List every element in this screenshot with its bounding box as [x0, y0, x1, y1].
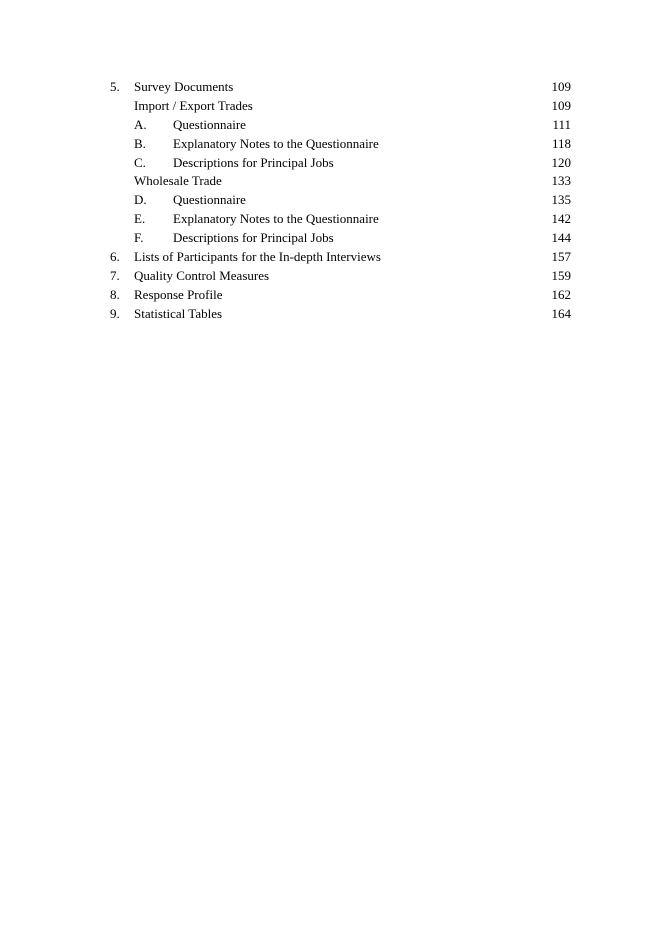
- toc-subentry-letter: E.: [134, 211, 146, 227]
- toc-subentry-c[interactable]: [110, 154, 572, 173]
- toc-subentry-letter: B.: [134, 135, 146, 151]
- toc-entry-page-number: 109: [551, 79, 571, 94]
- toc-subentry-title: Descriptions for Principal Jobs: [173, 154, 334, 170]
- toc-subentry-title: Descriptions for Principal Jobs: [173, 230, 334, 246]
- toc-entry-number: 7.: [110, 267, 120, 283]
- toc-entry-page-number: 159: [551, 267, 571, 283]
- toc-group-import-export-trades[interactable]: [110, 97, 572, 116]
- toc-subentry-b[interactable]: [110, 135, 572, 154]
- toc-subentry-e[interactable]: [110, 210, 572, 229]
- toc-entry-page-number: 118: [551, 135, 571, 151]
- toc-group-title: Import / Export Trades: [134, 97, 253, 113]
- toc-subentry-title: Questionnaire: [173, 116, 246, 132]
- toc-subentry-d[interactable]: [110, 191, 572, 210]
- toc-subentry-title: Explanatory Notes to the Questionnaire: [173, 135, 379, 151]
- toc-entry-number: 5.: [110, 79, 120, 94]
- toc-subentry-f[interactable]: [110, 229, 572, 248]
- toc-entry-page-number: 142: [551, 211, 571, 227]
- toc-entry-title: Survey Documents: [134, 79, 234, 94]
- toc-entry-page-number: 120: [551, 154, 571, 170]
- toc-entry-number: 6.: [110, 249, 120, 265]
- toc-entry-number: 9.: [110, 305, 120, 321]
- toc-entry-quality-control[interactable]: [110, 267, 572, 286]
- toc-entry-statistical-tables[interactable]: [110, 305, 572, 324]
- toc-subentry-letter: F.: [134, 230, 144, 246]
- toc-entry-page-number: 144: [551, 230, 571, 246]
- toc-entry-page-number: 133: [551, 173, 571, 189]
- toc-entry-page-number: 157: [551, 249, 571, 265]
- toc-entry-page-number: 111: [552, 116, 571, 132]
- toc-entry-title: Statistical Tables: [134, 305, 223, 321]
- table-of-contents: [110, 78, 572, 324]
- toc-entry-page-number: 162: [551, 286, 571, 302]
- toc-entry-title: Response Profile: [134, 286, 223, 302]
- toc-group-title: Wholesale Trade: [134, 173, 222, 189]
- toc-subentry-letter: D.: [134, 192, 147, 208]
- toc-subentry-title: Explanatory Notes to the Questionnaire: [173, 211, 379, 227]
- toc-entry-page-number: 135: [551, 192, 571, 208]
- toc-subentry-a[interactable]: [110, 116, 572, 135]
- toc-entry-survey-documents[interactable]: [110, 78, 572, 97]
- toc-subentry-letter: A.: [134, 116, 147, 132]
- toc-subentry-title: Questionnaire: [173, 192, 246, 208]
- toc-entry-participants[interactable]: [110, 248, 572, 267]
- toc-entry-page-number: 109: [551, 97, 571, 113]
- toc-subentry-letter: C.: [134, 154, 146, 170]
- toc-group-wholesale-trade[interactable]: [110, 172, 572, 191]
- toc-entry-response-profile[interactable]: [110, 286, 572, 305]
- toc-entry-number: 8.: [110, 286, 120, 302]
- toc-entry-title: Lists of Participants for the In-depth Interviews: [134, 249, 381, 265]
- toc-entry-page-number: 164: [551, 305, 571, 321]
- toc-entry-title: Quality Control Measures: [134, 267, 270, 283]
